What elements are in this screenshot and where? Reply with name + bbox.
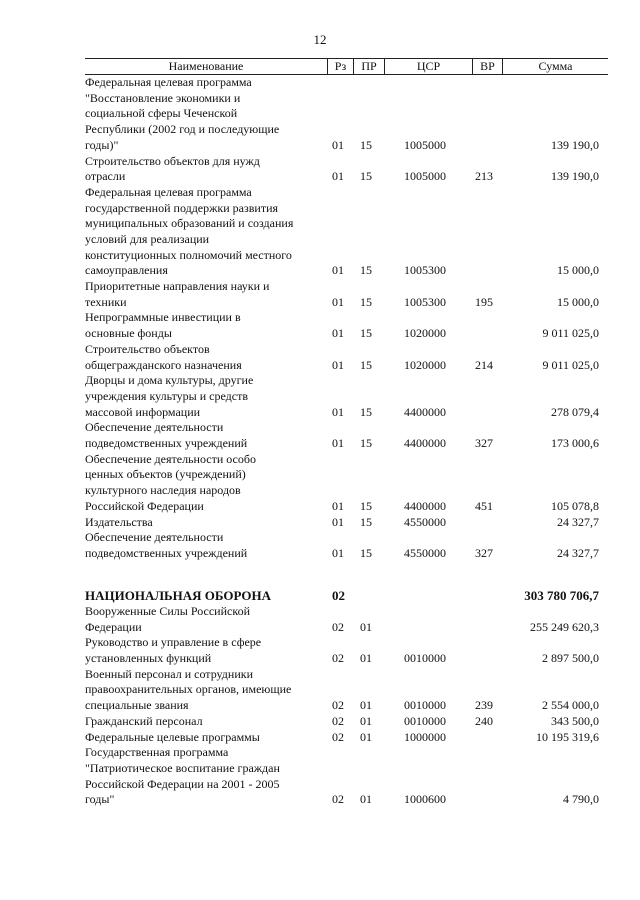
row-name: Федеральная целевая программа "Восстановление экономики и социальной сферы Чеченской Республики (2002 год и последующие годы)" — [85, 75, 280, 152]
row-rz: 01 — [332, 436, 344, 451]
row-name: Обеспечение деятельности подведомственных учреждений — [85, 530, 248, 560]
row-vr: 195 — [475, 294, 493, 309]
row-name: Приоритетные направления науки и техники — [85, 279, 270, 309]
row-rz: 02 — [332, 713, 344, 728]
row-sum: 139 190,0 — [551, 169, 599, 184]
row-sum: 15 000,0 — [557, 294, 599, 309]
row-name: Руководство и управление в сфере установленных функций — [85, 635, 262, 666]
row-csr: 1020000 — [404, 357, 446, 372]
table-row — [0, 667, 640, 714]
row-rz: 01 — [332, 294, 344, 309]
table-row — [0, 604, 640, 635]
row-pr: 15 — [360, 498, 372, 513]
header-vr: ВР — [473, 59, 503, 74]
row-rz: 01 — [332, 514, 344, 529]
row-sum: 9 011 025,0 — [542, 357, 599, 372]
row-name: Непрограммные инвестиции в основные фонды — [85, 310, 241, 341]
header-name: Наименование — [85, 59, 328, 74]
row-name: Вооруженные Силы Российской Федерации — [85, 603, 250, 634]
row-sum: 278 079,4 — [551, 404, 599, 419]
table-body — [0, 75, 640, 808]
row-name: Обеспечение деятельности подведомственных учреждений — [85, 420, 248, 451]
row-rz: 01 — [332, 498, 344, 513]
table-row — [0, 373, 640, 420]
row-vr: 240 — [475, 713, 493, 728]
table-row — [0, 635, 640, 666]
row-rz: 02 — [332, 792, 344, 807]
row-sum: 255 249 620,3 — [530, 619, 599, 634]
row-name: Государственная программа "Патриотическое воспитание граждан Российской Федерации на 2001 - 2005 годы" — [85, 745, 280, 807]
row-vr: 327 — [475, 545, 493, 560]
table-row — [0, 310, 640, 341]
row-vr: 327 — [475, 436, 493, 451]
row-name: НАЦИОНАЛЬНАЯ ОБОРОНА — [85, 588, 271, 604]
table-row — [0, 730, 640, 746]
row-name: Строительство объектов для нужд отрасли — [85, 153, 260, 184]
row-sum: 4 790,0 — [563, 792, 599, 807]
row-pr: 15 — [360, 514, 372, 529]
row-csr: 1005000 — [404, 137, 446, 152]
row-pr: 15 — [360, 436, 372, 451]
row-csr: 1005300 — [404, 263, 446, 278]
table-row — [0, 515, 640, 531]
page-number: 12 — [313, 32, 327, 47]
row-rz: 01 — [332, 169, 344, 184]
spacer-row — [0, 562, 640, 589]
row-sum: 10 195 319,6 — [536, 729, 599, 744]
table-row — [0, 420, 640, 451]
header-pr: ПР — [354, 59, 385, 74]
row-sum: 15 000,0 — [557, 263, 599, 278]
table-row — [0, 342, 640, 373]
row-rz: 01 — [332, 357, 344, 372]
row-pr: 15 — [360, 137, 372, 152]
row-csr: 4400000 — [404, 436, 446, 451]
row-pr: 15 — [360, 169, 372, 184]
row-rz: 02 — [332, 698, 344, 713]
row-pr: 01 — [360, 792, 372, 807]
row-sum: 24 327,7 — [557, 545, 599, 560]
row-sum: 24 327,7 — [557, 514, 599, 529]
row-name: Федеральная целевая программа государственной поддержки развития муниципальных образований и создания условий для реализации конституционных полномочий местного самоуправления — [85, 184, 294, 278]
row-csr: 0010000 — [404, 698, 446, 713]
table-row — [0, 714, 640, 730]
row-vr: 239 — [475, 698, 493, 713]
row-sum: 173 000,6 — [551, 436, 599, 451]
row-pr: 15 — [360, 294, 372, 309]
table-row — [0, 452, 640, 515]
row-rz: 01 — [332, 137, 344, 152]
row-sum: 2 554 000,0 — [542, 698, 599, 713]
row-name: Строительство объектов общегражданского назначения — [85, 341, 242, 372]
table-header — [85, 58, 608, 75]
row-rz: 01 — [332, 545, 344, 560]
row-csr: 4400000 — [404, 404, 446, 419]
row-sum: 343 500,0 — [551, 713, 599, 728]
row-csr: 4550000 — [404, 545, 446, 560]
row-pr: 01 — [360, 698, 372, 713]
row-vr: 213 — [475, 169, 493, 184]
row-csr: 1020000 — [404, 326, 446, 341]
table-row — [0, 154, 640, 185]
row-name: Дворцы и дома культуры, другие учреждения культуры и средств массовой информации — [85, 373, 254, 419]
row-sum: 139 190,0 — [551, 137, 599, 152]
row-pr: 15 — [360, 263, 372, 278]
row-pr: 01 — [360, 619, 372, 634]
row-rz: 02 — [332, 651, 344, 666]
row-pr: 15 — [360, 326, 372, 341]
row-csr: 1005300 — [404, 294, 446, 309]
row-sum: 105 078,8 — [551, 498, 599, 513]
row-rz: 02 — [332, 588, 345, 604]
row-rz: 02 — [332, 619, 344, 634]
header-rz: Рз — [328, 59, 354, 74]
row-name: Гражданский персонал — [85, 713, 203, 728]
table-row — [0, 75, 640, 154]
row-sum: 303 780 706,7 — [524, 588, 599, 604]
row-pr: 15 — [360, 404, 372, 419]
row-name: Военный персонал и сотрудники правоохранительных органов, имеющие специальные звания — [85, 666, 292, 713]
row-pr: 01 — [360, 651, 372, 666]
table-row — [0, 530, 640, 561]
row-name: Обеспечение деятельности особо ценных объектов (учреждений) культурного наследия народов Российской Федерации — [85, 451, 256, 513]
row-name: Федеральные целевые программы — [85, 729, 260, 744]
row-pr: 01 — [360, 713, 372, 728]
header-csr: ЦСР — [385, 59, 473, 74]
row-rz: 02 — [332, 729, 344, 744]
row-csr: 0010000 — [404, 651, 446, 666]
row-rz: 01 — [332, 326, 344, 341]
table-row — [0, 588, 640, 604]
table-row — [0, 279, 640, 310]
row-csr: 1005000 — [404, 169, 446, 184]
row-vr: 451 — [475, 498, 493, 513]
row-name: Издательства — [85, 514, 153, 529]
row-rz: 01 — [332, 404, 344, 419]
row-csr: 4550000 — [404, 514, 446, 529]
row-csr: 1000000 — [404, 729, 446, 744]
row-pr: 15 — [360, 357, 372, 372]
row-sum: 9 011 025,0 — [542, 326, 599, 341]
row-csr: 4400000 — [404, 498, 446, 513]
row-sum: 2 897 500,0 — [542, 651, 599, 666]
row-vr: 214 — [475, 357, 493, 372]
row-pr: 01 — [360, 729, 372, 744]
header-sum: Сумма — [538, 59, 573, 73]
table-row — [0, 745, 640, 808]
row-csr: 1000600 — [404, 792, 446, 807]
row-csr: 0010000 — [404, 713, 446, 728]
table-row — [0, 185, 640, 279]
row-rz: 01 — [332, 263, 344, 278]
row-pr: 15 — [360, 545, 372, 560]
